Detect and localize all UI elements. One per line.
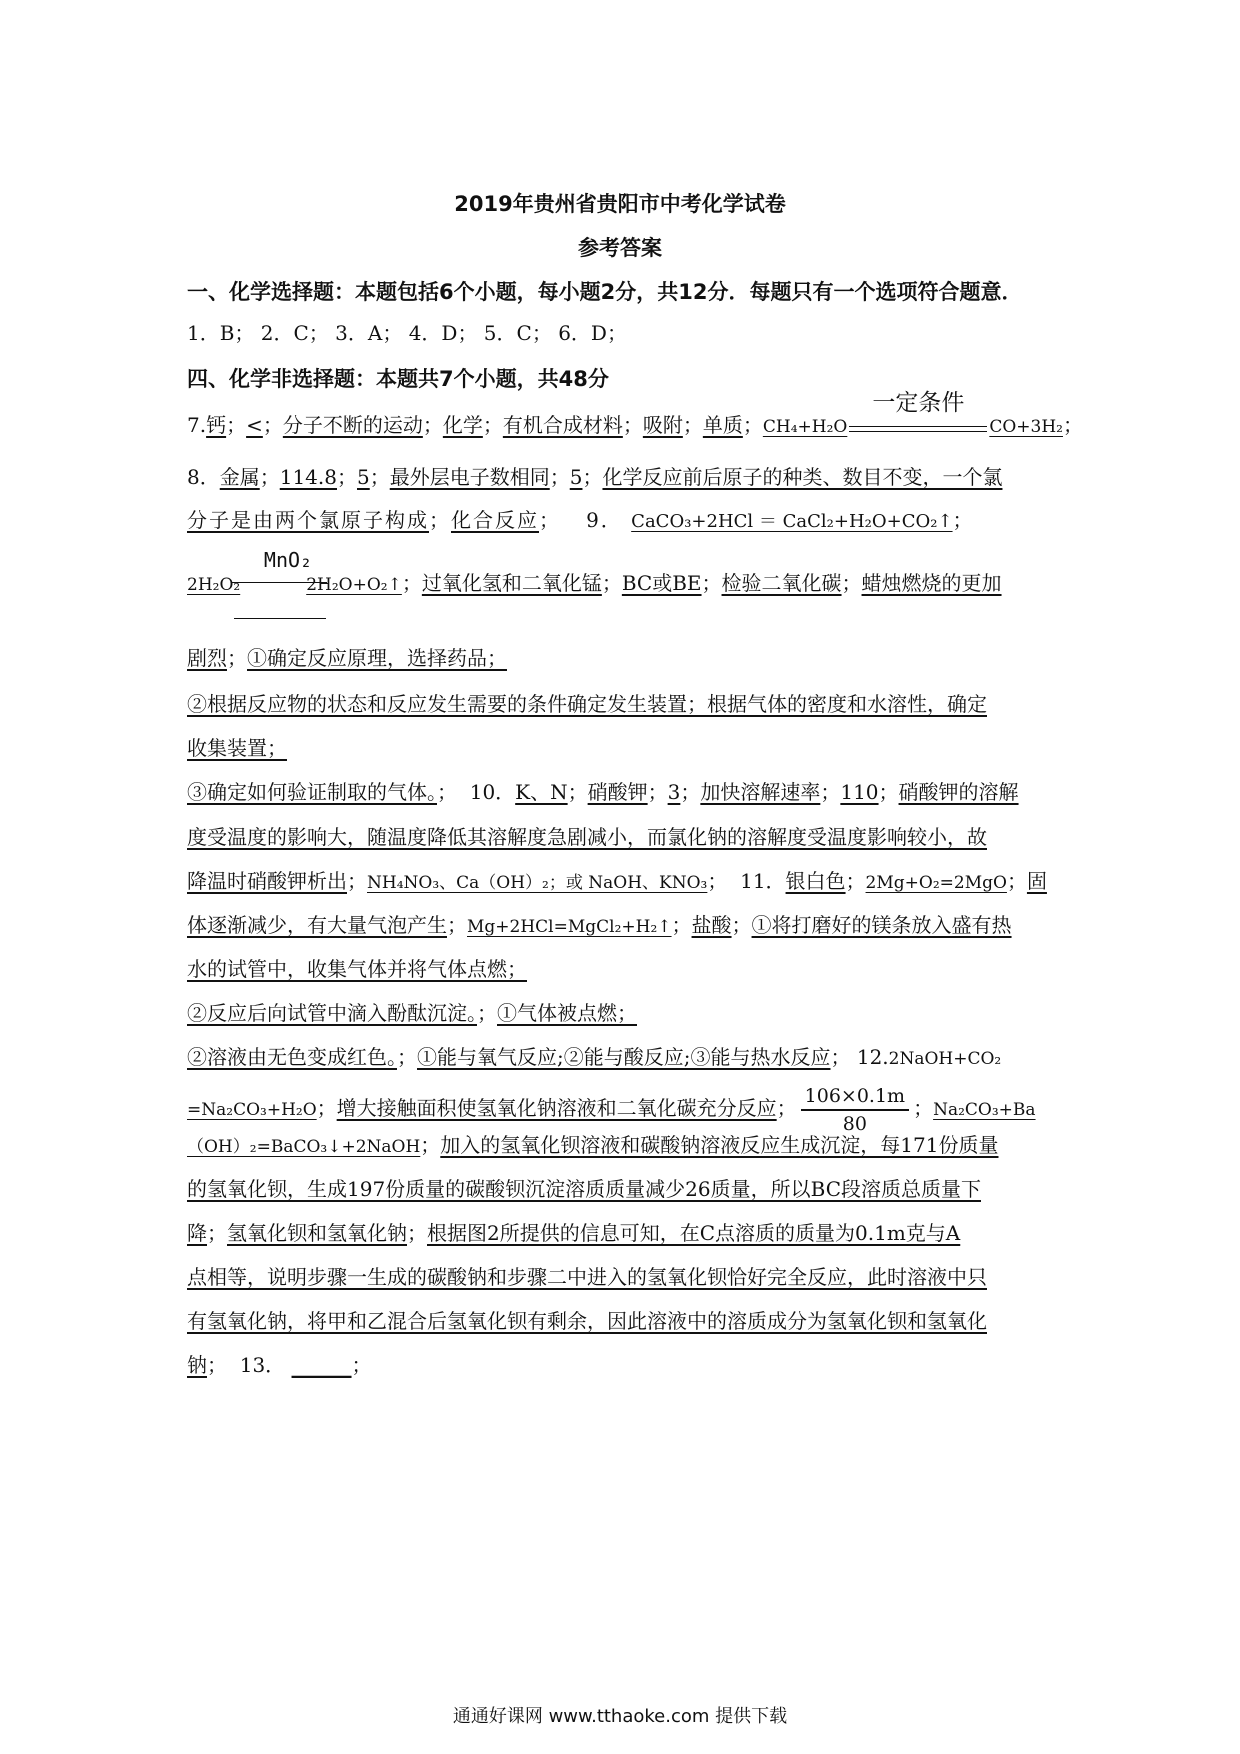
q9-eq2-right: 2H₂O+O₂↑ [306,575,402,595]
q11-line3 [187,954,1055,984]
q7-eq-left: CH₄+H₂O [762,417,848,437]
q8-a6: 化学反应前后原子的种类、数目不变，一个氯 [602,465,1003,489]
q7-a7: 单质 [702,413,743,437]
q11-a7: ②反应后向试管中滴入酚酞沉淀。 [187,1001,477,1025]
q13-blank: ______ [291,1353,352,1377]
q12-a2c: 降 [187,1221,207,1245]
q12-a4: 根据图2所提供的信息可知，在C点溶质的质量为0.1m克与A [427,1221,961,1245]
q12-frac-den: 80 [842,1112,867,1135]
q11-a3b: 体逐渐减少，有大量气泡产生 [187,913,447,937]
q7-a6: 吸附 [642,413,683,437]
q11-a2: 2Mg+O₂=2MgO [865,873,1007,893]
q11-line2: 体逐渐减少，有大量气泡产生；Mg+2HCl=MgCl₂+H₂↑；盐酸；①将打磨好的镁条放入盛有热 [187,913,1012,937]
q10-line3: 降温时硝酸钾析出；NH₄NO₃、Ca（OH）₂；或 NaOH、KNO₃； 11．银白色；2Mg+O₂=2MgO；固 [187,869,1047,893]
q11-a10: ①能与氧气反应;②能与酸反应;③能与热水反应 [417,1045,831,1069]
q12-line4 [187,1174,1055,1204]
q9-blank-rule [234,618,326,619]
q9-a4b: 剧烈 [187,646,227,670]
q8-a2: 114.8 [279,465,337,489]
q12-line2: =Na₂CO₃+H₂O；增大接触面积使氢氧化钠溶液和二氧化碳充分反应； $\frac{106\times 0.1m}{80}$ ；Na₂CO₃+Ba [187,1084,1036,1135]
q8-line2: 分子是由两个氯原子构成；化合反应； 9． CaCO₃+2HCl ＝ CaCl₂+H₂O+CO₂↑； [187,508,975,532]
q8-a6b: 分子是由两个氯原子构成 [187,508,429,532]
q9-a3: 检验二氧化碳 [721,571,842,595]
q7-a5: 有机合成材料 [502,413,623,437]
q9-a4: 蜡烛燃烧的更加 [861,571,1002,595]
q11-prefix: 11． [740,869,786,893]
q11-a4: Mg+2HCl=MgCl₂+H₂↑ [467,917,672,937]
q7-prefix: 7. [187,413,207,437]
q11-a6: ①将打磨好的镁条放入盛有热 [751,913,1012,937]
q12-line5: 降；氢氧化钡和氢氧化钠；根据图2所提供的信息可知，在C点溶质的质量为0.1m克与A [187,1221,961,1245]
q11-a8: ①气体被点燃； [497,1001,637,1025]
q12-fraction [801,1083,909,1137]
q11-line4: ②反应后向试管中滴入酚酞沉淀。；①气体被点燃； [187,1001,637,1025]
q9-line3: 剧烈；①确定反应原理，选择药品； [187,646,507,670]
q11-a5: 盐酸 [691,913,732,937]
q11-a3: 固 [1026,869,1047,893]
section1-answers: 1．B； 2．C； 3．A； 4．D； 5．C； 6．D； [187,321,627,345]
q12-prefix: 12. [856,1045,889,1069]
page-title: 2019年贵州省贵阳市中考化学试卷 [454,192,786,216]
q12-a2b: 的氢氧化钡，生成197份质量的碳酸钡沉淀溶质质量减少26质量，所以BC段溶质总质量下 [187,1177,981,1201]
q10-a4: 加快溶解速率 [700,780,821,804]
q10-a2: 硝酸钾 [587,780,648,804]
q9-a6b: 收集装置； [187,736,287,760]
q10-a5: 110 [840,780,879,804]
q12-eq1a: 2NaOH+CO₂ [888,1049,1002,1069]
q8-a1: 金属 [219,465,260,489]
page-subtitle: 参考答案 [578,236,662,260]
q8-prefix: 8． [187,465,220,489]
section2-heading: 四、化学非选择题：本题共7个小题，共48分 [187,367,609,391]
q10-a6: 硝酸钾的溶解 [898,780,1019,804]
q11-a1: 银白色 [785,869,846,893]
q12-line6 [187,1262,1055,1292]
q8-a7: 化合反应 [451,508,539,532]
q12-line3: （OH）₂=BaCO₃↓+2NaOH；加入的氢氧化钡溶液和碳酸钠溶液反应生成沉淀，每171份质量 [187,1133,999,1157]
q8-a4: 最外层电子数相同 [389,465,550,489]
q11-a9: ②溶液由无色变成红色。 [187,1045,397,1069]
q9-prefix: 9． [586,508,623,532]
q9-catalyst: MnO₂ [263,548,313,572]
q7-a4: 化学 [442,413,483,437]
q12-a4d: 钠 [187,1353,207,1377]
q7-condition-arrow [849,390,987,442]
q12-a2: 加入的氢氧化钡溶液和碳酸钠溶液反应生成沉淀，每171份质量 [440,1133,999,1157]
q7-a3: 分子不断的运动 [282,413,423,437]
q12-a3: 氢氧化钡和氢氧化钠 [227,1221,407,1245]
q10-a1: K、N [515,780,568,804]
q10-a6c: 降温时硝酸钾析出 [187,869,347,893]
q12-frac-num: 106×0.1m [801,1083,909,1111]
q9-eq2-left: 2H₂O₂ [187,575,241,595]
q8-line1: 8．金属；114.8；5；最外层电子数相同；5；化学反应前后原子的种类、数目不变，一个氯 [187,465,1003,489]
q9-a1: 过氧化氢和二氧化锰 [421,571,602,595]
q9-line2: 2H₂O₂ 2H₂O+O₂↑；过氧化氢和二氧化锰；BC或BE；检验二氧化碳；蜡烛燃烧的更加 [187,571,1002,595]
q10-a3: 3 [667,780,681,804]
q9-a2: BC或BE [621,571,702,595]
q10-a7: NH₄NO₃、Ca（OH）₂；或 NaOH、KNO₃ [367,873,708,893]
q9-a5: ①确定反应原理，选择药品； [247,646,507,670]
q7-eq-right: CO+3H₂ [989,417,1063,437]
q13-prefix: 13． [239,1353,286,1377]
q12-a4b: 点相等，说明步骤一生成的碳酸钠和步骤二中进入的氢氧化钡恰好完全反应，此时溶液中只 [187,1265,987,1289]
q9-a6: ②根据反应物的状态和反应发生需要的条件确定发生装置；根据气体的密度和水溶性，确定 [187,692,987,716]
q7-a1: 钙 [206,413,227,437]
q9-line5 [187,733,1055,763]
page-footer: 通通好课网 www.tthaoke.com 提供下载 [452,1706,788,1727]
q9-eq1: CaCO₃+2HCl ＝ CaCl₂+H₂O+CO₂↑ [631,511,953,532]
q12-eq1b: =Na₂CO₃+H₂O [187,1100,317,1120]
q12-a1: 增大接触面积使氢氧化钠溶液和二氧化碳充分反应 [336,1096,777,1120]
q12-a4c: 有氢氧化钠，将甲和乙混合后氢氧化钡有剩余，因此溶液中的溶质成分为氢氧化钡和氢氧化 [187,1309,987,1333]
q7-line: 7.钙；<；分子不断的运动；化学；有机合成材料；吸附；单质；CH₄+H₂O 一定条件 CO+3H₂； [187,410,1055,442]
section1-heading: 一、化学选择题：本题包括6个小题，每小题2分，共12分．每题只有一个选项符合题意． [187,280,1023,304]
q12-line8: 钠； 13． ______； [187,1353,372,1377]
q12-line7 [187,1306,1055,1336]
q12-eq2a: Na₂CO₃+Ba [933,1100,1036,1120]
q11-line5: ②溶液由无色变成红色。；①能与氧气反应;②能与酸反应;③能与热水反应； 12.2NaOH+CO₂ [187,1045,1002,1069]
q7-a2: < [246,413,263,437]
q10-line1: ③确定如何验证制取的气体。； 10．K、N；硝酸钾；3；加快溶解速率；110；硝酸钾的溶解 [187,780,1019,804]
q7-condition: 一定条件 [872,390,965,416]
q9-a7: ③确定如何验证制取的气体。 [187,780,437,804]
q11-a6b: 水的试管中，收集气体并将气体点燃； [187,957,527,981]
q8-a3: 5 [357,465,370,489]
q8-a5: 5 [569,465,583,489]
q10-prefix: 10． [469,780,516,804]
q10-a6b: 度受温度的影响大，随温度降低其溶解度急剧减小，而氯化钠的溶解度受温度影响较小，故 [187,825,987,849]
q9-line4 [187,689,1055,719]
q10-line2 [187,822,1055,852]
q12-eq2b: （OH）₂=BaCO₃↓+2NaOH [187,1137,421,1157]
